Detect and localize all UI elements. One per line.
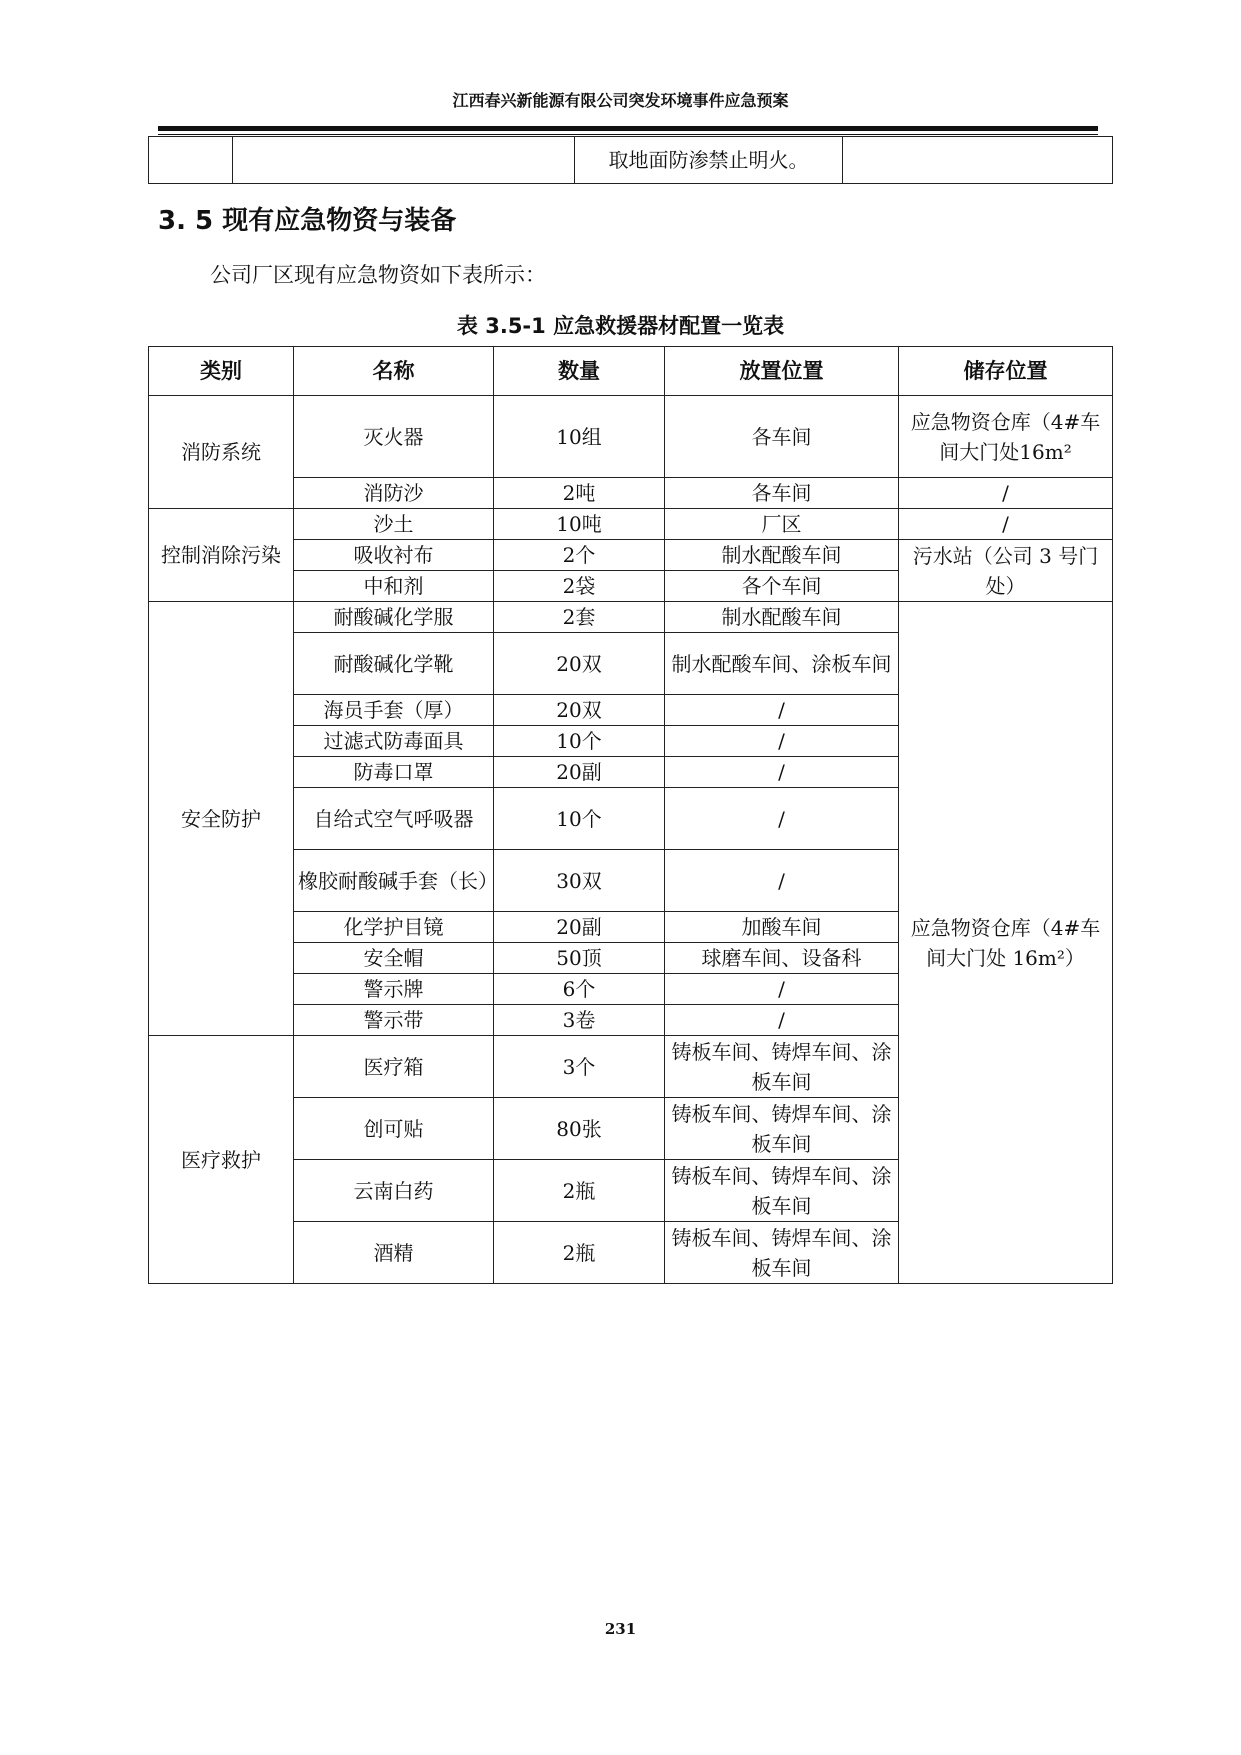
name-cell: 防毒口罩 xyxy=(294,757,494,788)
table-cell xyxy=(149,137,233,184)
table-row xyxy=(149,478,1113,509)
storage-cell: / xyxy=(899,478,1113,509)
name-cell: 安全帽 xyxy=(294,943,494,974)
quantity-cell: 50顶 xyxy=(494,943,665,974)
storage-cell: 应急物资仓库（4#车间大门处16m² xyxy=(899,396,1113,478)
name-cell: 创可贴 xyxy=(294,1098,494,1160)
place-cell: / xyxy=(665,695,899,726)
table-cell: 取地面防渗禁止明火。 xyxy=(575,137,843,184)
quantity-cell: 3个 xyxy=(494,1036,665,1098)
name-cell: 耐酸碱化学服 xyxy=(294,602,494,633)
name-cell: 云南白药 xyxy=(294,1160,494,1222)
quantity-cell: 80张 xyxy=(494,1098,665,1160)
category-cell: 控制消除污染 xyxy=(149,509,294,602)
place-cell: 铸板车间、铸焊车间、涂板车间 xyxy=(665,1222,899,1284)
quantity-cell: 2吨 xyxy=(494,478,665,509)
name-cell: 自给式空气呼吸器 xyxy=(294,788,494,850)
name-cell: 中和剂 xyxy=(294,571,494,602)
name-cell: 吸收衬布 xyxy=(294,540,494,571)
place-cell: 厂区 xyxy=(665,509,899,540)
quantity-cell: 2个 xyxy=(494,540,665,571)
emergency-equipment-table xyxy=(148,346,1113,1284)
table-row xyxy=(149,396,1113,478)
place-cell: 铸板车间、铸焊车间、涂板车间 xyxy=(665,1036,899,1098)
quantity-cell: 6个 xyxy=(494,974,665,1005)
section-heading xyxy=(158,200,456,237)
place-cell: / xyxy=(665,974,899,1005)
quantity-cell: 20双 xyxy=(494,695,665,726)
quantity-cell: 2瓶 xyxy=(494,1222,665,1284)
quantity-cell: 2袋 xyxy=(494,571,665,602)
name-cell: 橡胶耐酸碱手套（长） xyxy=(294,850,494,912)
column-header-place: 放置位置 xyxy=(665,347,899,396)
name-cell: 海员手套（厚） xyxy=(294,695,494,726)
table-cell xyxy=(843,137,1113,184)
place-cell: 加酸车间 xyxy=(665,912,899,943)
place-cell: / xyxy=(665,788,899,850)
continued-table xyxy=(148,136,1113,184)
place-cell: 铸板车间、铸焊车间、涂板车间 xyxy=(665,1098,899,1160)
quantity-cell: 20双 xyxy=(494,633,665,695)
place-cell: 各个车间 xyxy=(665,571,899,602)
name-cell: 消防沙 xyxy=(294,478,494,509)
quantity-cell: 20副 xyxy=(494,757,665,788)
quantity-cell: 3卷 xyxy=(494,1005,665,1036)
header-rule-thick xyxy=(158,126,1098,131)
storage-cell: / xyxy=(899,509,1113,540)
quantity-cell: 10个 xyxy=(494,726,665,757)
header-rule-thin xyxy=(158,134,1098,135)
place-cell: 制水配酸车间、涂板车间 xyxy=(665,633,899,695)
quantity-cell: 10组 xyxy=(494,396,665,478)
name-cell: 沙土 xyxy=(294,509,494,540)
table-row xyxy=(149,509,1113,540)
table-row xyxy=(149,540,1113,571)
name-cell: 化学护目镜 xyxy=(294,912,494,943)
column-header-storage: 储存位置 xyxy=(899,347,1113,396)
name-cell: 警示牌 xyxy=(294,974,494,1005)
quantity-cell: 10吨 xyxy=(494,509,665,540)
column-header-quantity: 数量 xyxy=(494,347,665,396)
place-cell: 制水配酸车间 xyxy=(665,540,899,571)
name-cell: 耐酸碱化学靴 xyxy=(294,633,494,695)
intro-paragraph: 公司厂区现有应急物资如下表所示： xyxy=(210,263,546,287)
table-cell xyxy=(233,137,575,184)
table-caption: 表 3.5-1 应急救援器材配置一览表 xyxy=(456,314,785,338)
place-cell: / xyxy=(665,850,899,912)
name-cell: 警示带 xyxy=(294,1005,494,1036)
place-cell: / xyxy=(665,726,899,757)
storage-cell: 污水站（公司 3 号门处） xyxy=(899,540,1113,602)
place-cell: 各车间 xyxy=(665,478,899,509)
quantity-cell: 2套 xyxy=(494,602,665,633)
quantity-cell: 10个 xyxy=(494,788,665,850)
quantity-cell: 30双 xyxy=(494,850,665,912)
table-header-row xyxy=(149,347,1113,396)
table-row xyxy=(149,602,1113,633)
name-cell: 酒精 xyxy=(294,1222,494,1284)
table-row xyxy=(149,137,1113,184)
place-cell: 铸板车间、铸焊车间、涂板车间 xyxy=(665,1160,899,1222)
category-cell: 安全防护 xyxy=(149,602,294,1036)
place-cell: 制水配酸车间 xyxy=(665,602,899,633)
column-header-name: 名称 xyxy=(294,347,494,396)
section-number: 3. 5 xyxy=(158,206,214,236)
category-cell: 消防系统 xyxy=(149,396,294,509)
place-cell: / xyxy=(665,1005,899,1036)
name-cell: 灭火器 xyxy=(294,396,494,478)
name-cell: 过滤式防毒面具 xyxy=(294,726,494,757)
page-number: 231 xyxy=(604,1620,637,1638)
storage-cell: 应急物资仓库（4#车间大门处 16m²） xyxy=(899,602,1113,1284)
place-cell: 球磨车间、设备科 xyxy=(665,943,899,974)
place-cell: 各车间 xyxy=(665,396,899,478)
place-cell: / xyxy=(665,757,899,788)
column-header-category: 类别 xyxy=(149,347,294,396)
document-header: 江西春兴新能源有限公司突发环境事件应急预案 xyxy=(452,91,789,110)
quantity-cell: 20副 xyxy=(494,912,665,943)
category-cell: 医疗救护 xyxy=(149,1036,294,1284)
name-cell: 医疗箱 xyxy=(294,1036,494,1098)
quantity-cell: 2瓶 xyxy=(494,1160,665,1222)
section-title: 现有应急物资与装备 xyxy=(222,206,457,236)
